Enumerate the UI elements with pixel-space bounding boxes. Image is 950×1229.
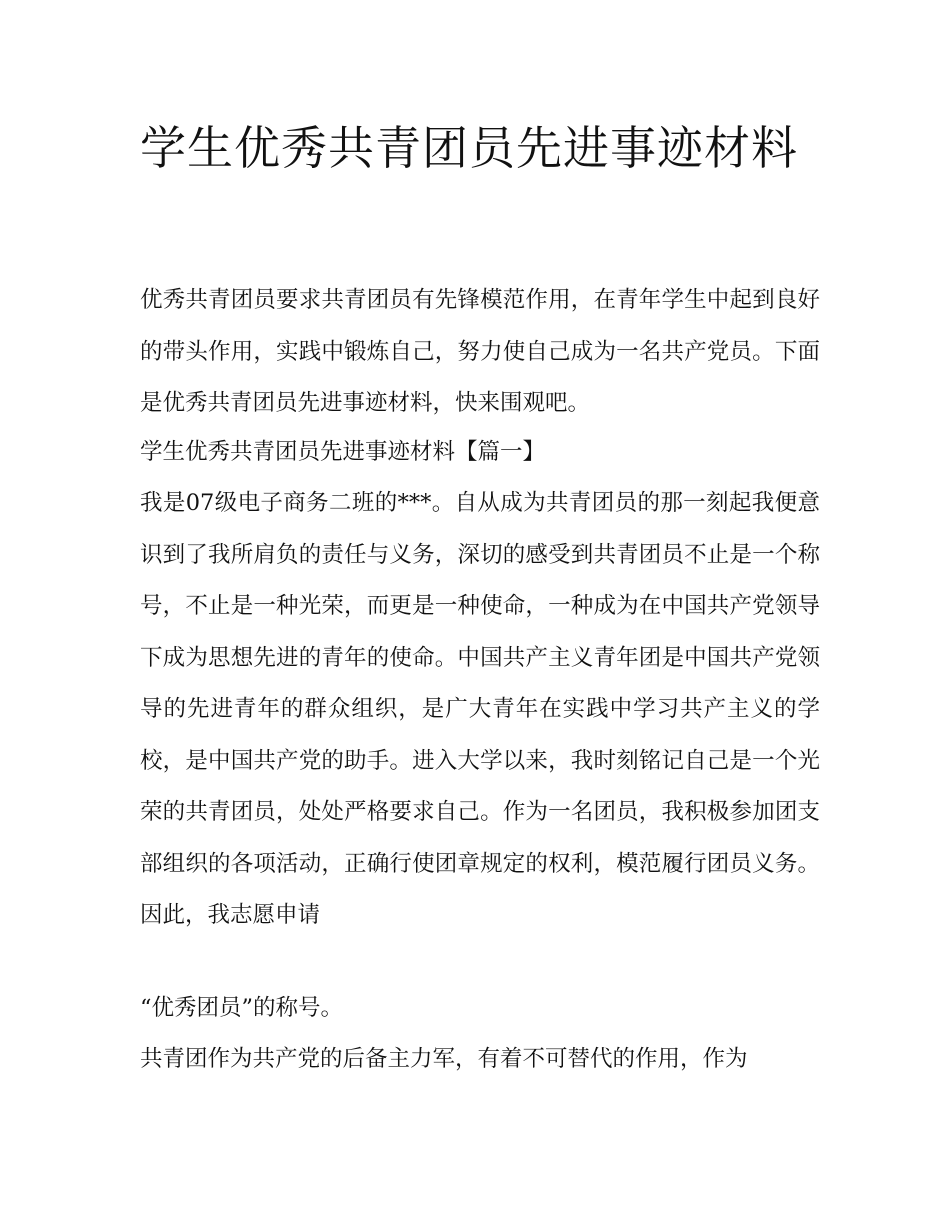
body-paragraph-1-end: “优秀团员”的称号。 <box>140 995 344 1021</box>
section-heading: 学生优秀共青团员先进事迹材料【篇一】 <box>140 439 546 465</box>
document-title: 学生优秀共青团员先进事迹材料 <box>140 121 798 175</box>
body-paragraph-2: 共青团作为共产党的后备主力军，有着不可替代的作用，作为 <box>140 1046 748 1072</box>
body-paragraph-1: 我是07级电子商务二班的***。自从成为共青团员的那一刻起我便意识到了我所肩负的责任与义务，深切的感受到共青团员不止是一个称号，不止是一种光荣，而更是一种使命，一种成为在中国共产党领导下成为思想先进的青年的使命。中国共产主义青年团是中国共产党领导的先进青年的群众组织，是广大青年在实践中学习共产主义的学校，是中国共产党的助手。进入大学以来，我时刻铭记自己是一个光荣的共青团员，处处严格要求自己。作为一名团员，我积极参加团支部组织的各项活动，正确行使团章规定的权利，模范履行团员义务。因此，我志愿申请 <box>140 490 820 928</box>
intro-paragraph: 优秀共青团员要求共青团员有先锋模范作用，在青年学生中起到良好的带头作用，实践中锻炼自己，努力使自己成为一名共产党员。下面是优秀共青团员先进事迹材料，快来围观吧。 <box>140 287 820 416</box>
